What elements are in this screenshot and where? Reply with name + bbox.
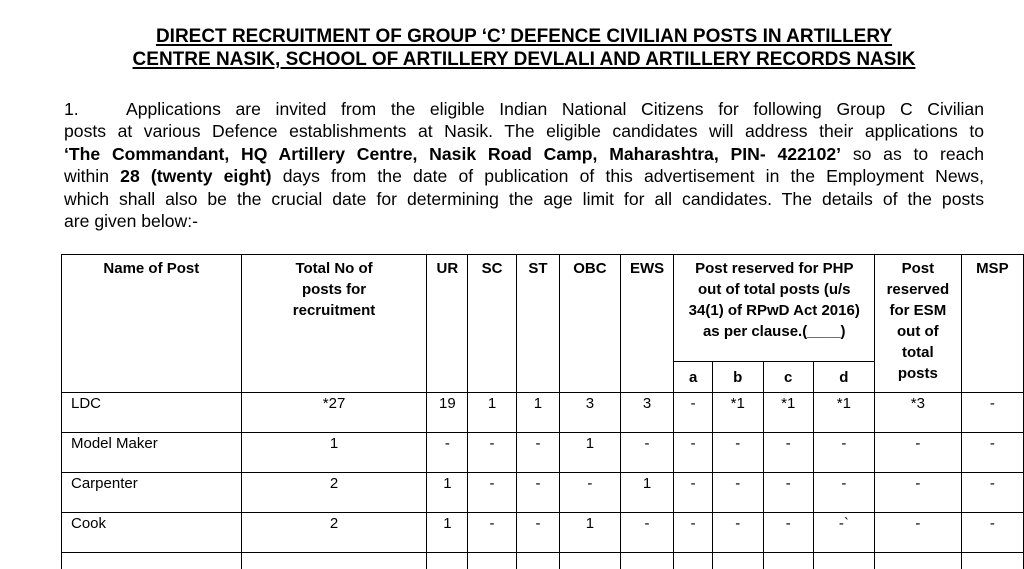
cell-name: [62, 553, 242, 569]
title-line-1: DIRECT RECRUITMENT OF GROUP ‘C’ DEFENCE CIVILIAN POSTS IN ARTILLERY: [155, 26, 893, 47]
cell-msp: -: [961, 513, 1023, 553]
title-line-2: CENTRE NASIK, SCHOOL OF ARTILLERY DEVLALI AND ARTILLERY RECORDS NASIK: [132, 49, 916, 70]
cell-php-c: -: [763, 513, 813, 553]
cell-php-a: -: [674, 473, 712, 513]
cell-total: [241, 553, 427, 569]
cell-php-d: [813, 553, 874, 569]
header-esm: Post reserved for ESM out of total posts: [875, 255, 962, 393]
cell-obc: [560, 553, 620, 569]
cell-ur: [427, 553, 468, 569]
cell-name: Carpenter: [62, 473, 242, 513]
cell-obc: -: [560, 473, 620, 513]
cell-msp: [961, 553, 1023, 569]
para-text-4a: within: [64, 166, 121, 187]
cell-st: [516, 553, 560, 569]
header-ews: EWS: [620, 255, 674, 393]
cell-esm: [875, 553, 962, 569]
cell-st: 1: [516, 393, 560, 433]
cell-ur: 1: [427, 513, 468, 553]
intro-paragraph: [64, 98, 984, 232]
header-sc: SC: [468, 255, 516, 393]
cell-total: 2: [241, 473, 427, 513]
cell-php-d: -: [813, 473, 874, 513]
header-php-b: b: [712, 362, 763, 393]
cell-total: 2: [241, 513, 427, 553]
cell-php-a: -: [674, 393, 712, 433]
cell-php-b: *1: [712, 393, 763, 433]
cell-name: Model Maker: [62, 433, 242, 473]
table-row-partial: [62, 553, 1024, 569]
para-line-4: [64, 165, 984, 187]
table-row: [62, 393, 1024, 433]
cell-esm: -: [875, 433, 962, 473]
cell-php-c: [763, 553, 813, 569]
cell-esm: -: [875, 473, 962, 513]
cell-ews: [620, 553, 674, 569]
cell-sc: [468, 553, 516, 569]
para-line-3: [64, 143, 984, 165]
cell-ews: 3: [620, 393, 674, 433]
table-row: [62, 513, 1024, 553]
cell-obc: 1: [560, 513, 620, 553]
cell-php-c: -: [763, 433, 813, 473]
header-name-of-post: Name of Post: [62, 255, 242, 393]
para-line-6: are given below:-: [64, 211, 198, 232]
cell-obc: 1: [560, 433, 620, 473]
header-php-a: a: [674, 362, 712, 393]
cell-st: -: [516, 433, 560, 473]
para-line-5: which shall also be the crucial date for determining the age limit for all candidates. The details of the posts: [64, 188, 984, 209]
table-row: [62, 433, 1024, 473]
header-php-d: d: [813, 362, 874, 393]
cell-ur: 1: [427, 473, 468, 513]
cell-st: -: [516, 513, 560, 553]
header-obc: OBC: [560, 255, 620, 393]
cell-total: *27: [241, 393, 427, 433]
header-total-posts: Total No of posts for recruitment: [241, 255, 427, 393]
address-text: ‘The Commandant, HQ Artillery Centre, Nasik Road Camp, Maharashtra, PIN- 422102’: [64, 143, 842, 164]
table-row: [62, 473, 1024, 513]
cell-php-a: [674, 553, 712, 569]
cell-php-c: *1: [763, 393, 813, 433]
para-line-2: posts at various Defence establishments at Nasik. The eligible candidates will address their applications to: [64, 121, 984, 142]
cell-st: -: [516, 473, 560, 513]
cell-msp: -: [961, 433, 1023, 473]
days-text: 28 (twenty eight): [120, 166, 272, 187]
cell-php-b: -: [712, 473, 763, 513]
posts-table: [61, 254, 1024, 569]
cell-esm: -: [875, 513, 962, 553]
cell-ews: -: [620, 433, 674, 473]
para-line-1: [64, 98, 984, 120]
cell-msp: -: [961, 473, 1023, 513]
table-header-row: [62, 255, 1024, 362]
header-st: ST: [516, 255, 560, 393]
cell-php-b: -: [712, 433, 763, 473]
cell-obc: 3: [560, 393, 620, 433]
cell-msp: -: [961, 393, 1023, 433]
para-text-4b: days from the date of publication of this advertisement in the Employment News,: [271, 166, 984, 187]
cell-ur: -: [427, 433, 468, 473]
cell-ews: 1: [620, 473, 674, 513]
cell-php-d: -: [813, 433, 874, 473]
header-php: Post reserved for PHP out of total posts (u/s 34(1) of RPwD Act 2016) as per clause.(____): [674, 255, 875, 362]
cell-php-c: -: [763, 473, 813, 513]
cell-name: LDC: [62, 393, 242, 433]
para-number: 1.: [64, 99, 79, 119]
cell-total: 1: [241, 433, 427, 473]
cell-ur: 19: [427, 393, 468, 433]
cell-sc: 1: [468, 393, 516, 433]
cell-name: Cook: [62, 513, 242, 553]
cell-php-a: -: [674, 433, 712, 473]
header-php-c: c: [763, 362, 813, 393]
cell-php-b: [712, 553, 763, 569]
cell-php-d: *1: [813, 393, 874, 433]
document-title: [0, 25, 1024, 71]
cell-sc: -: [468, 513, 516, 553]
cell-php-b: -: [712, 513, 763, 553]
cell-php-a: -: [674, 513, 712, 553]
para-text-3: so as to reach: [841, 143, 984, 164]
cell-sc: -: [468, 473, 516, 513]
header-msp: MSP: [961, 255, 1023, 393]
cell-php-d: -`: [813, 513, 874, 553]
cell-ews: -: [620, 513, 674, 553]
cell-sc: -: [468, 433, 516, 473]
cell-esm: *3: [875, 393, 962, 433]
header-ur: UR: [427, 255, 468, 393]
para-text-1: Applications are invited from the eligible Indian National Citizens for following Group C Civilian: [126, 99, 984, 119]
